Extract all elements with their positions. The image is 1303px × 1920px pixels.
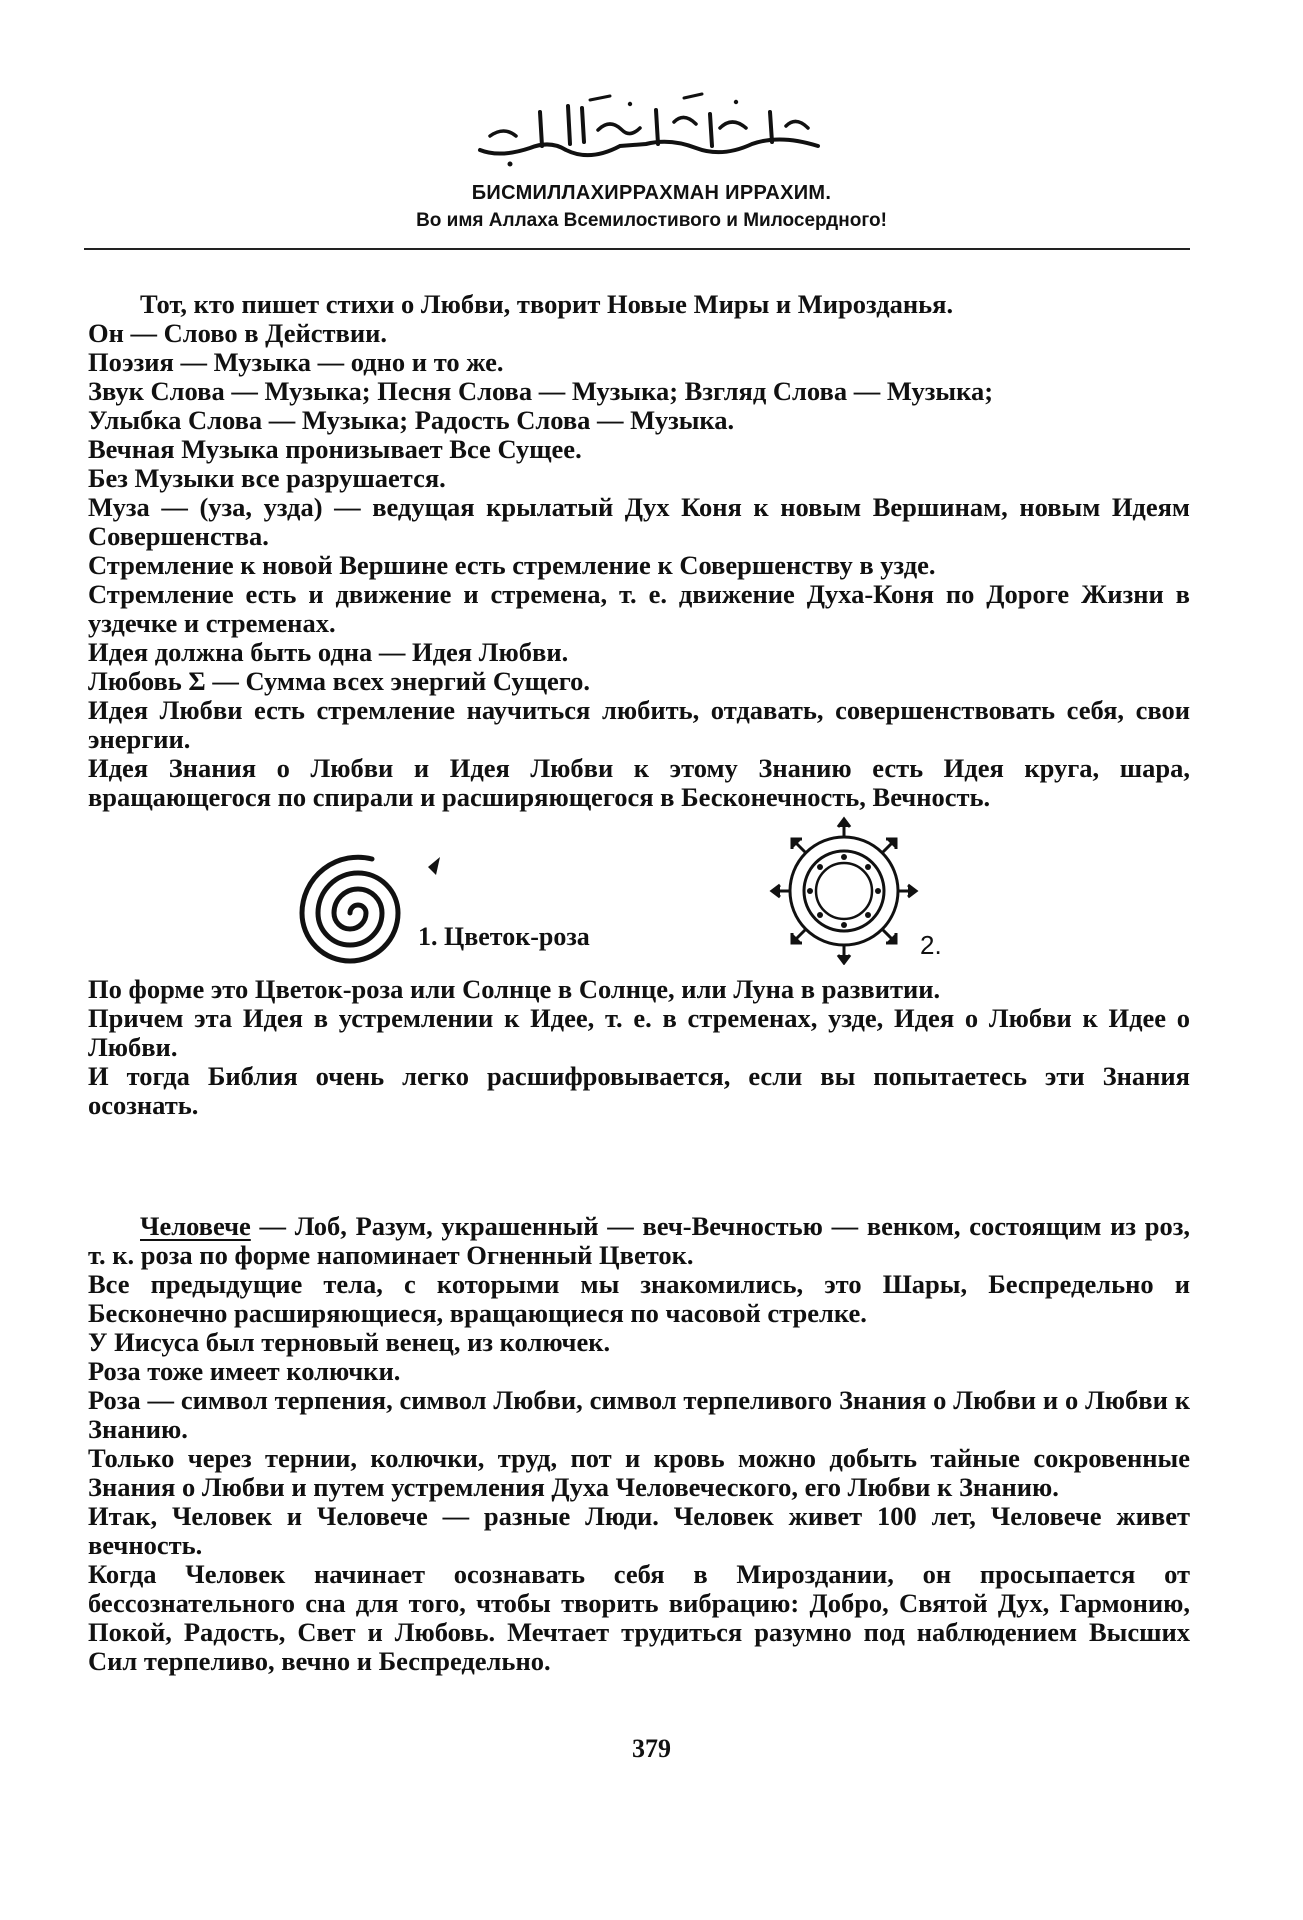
paragraph: Итак, Человек и Человече — разные Люди. Человек живет 100 лет, Человече живет вечность.: [88, 1501, 1190, 1560]
paragraph: Вечная Музыка пронизывает Все Сущее.: [88, 434, 582, 464]
paragraph: Роза тоже имеет колючки.: [88, 1356, 401, 1386]
paragraph: Без Музыки все разрушается.: [88, 463, 446, 493]
figure-2-label: 2.: [920, 930, 942, 960]
paragraph: Причем эта Идея в устремлении к Идее, т. е. в стременах, узде, Идея о Любви к Идее о Любви.: [88, 1003, 1190, 1062]
paragraph: Поэзия — Музыка — одно и то же.: [88, 347, 504, 377]
paragraph-text: — Лоб, Разум, украшенный — веч-Вечностью — венком, состоящим из роз, т. к. роза по форме напоминает Огненный Цветок.: [88, 1211, 1190, 1270]
paragraph: Только через тернии, колючки, труд, пот и кровь можно добыть тайные сокровенные Знания о Любви и путем устремления Духа Человеческого, его Любви к Знанию.: [88, 1443, 1190, 1502]
paragraph: Идея Любви есть стремление научиться любить, отдавать, совершенствовать себя, свои энергии.: [88, 695, 1190, 754]
paragraph: Улыбка Слова — Музыка; Радость Слова — Музыка.: [88, 405, 735, 435]
underlined-term: Человече: [140, 1211, 251, 1241]
header-subtitle: Во имя Аллаха Всемилостивого и Милосердного!: [416, 210, 887, 231]
paragraph: Роза — символ терпения, символ Любви, символ терпеливого Знания о Любви и о Любви к Знанию.: [88, 1385, 1190, 1444]
header-title: БИСМИЛЛАХИРРАХМАН ИРРАХИМ.: [471, 182, 832, 204]
paragraph: Идея должна быть одна — Идея Любви.: [88, 637, 569, 667]
header-divider: [84, 248, 1190, 250]
paragraph: [88, 1212, 1190, 1270]
sun-circle-figure: [758, 815, 933, 965]
paragraph: Тот, кто пишет стихи о Любви, творит Новые Миры и Мирозданья.: [140, 289, 954, 319]
section-music-poetry: [88, 290, 1190, 812]
basmala-calligraphy-image: [470, 92, 830, 172]
paragraph: Стремление есть и движение и стремена, т. е. движение Духа-Коня по Дороге Жизни в уздечке и стременах.: [88, 579, 1190, 638]
paragraph: И тогда Библия очень легко расшифровывается, если вы попытаетесь эти Знания осознать.: [88, 1061, 1190, 1120]
figure-1-label: 1. Цветок-роза: [418, 922, 590, 951]
paragraph: Когда Человек начинает осознавать себя в Мироздании, он просыпается от бессознательного сна для того, чтобы творить вибрацию: Добро, Святой Дух, Гармонию, Покой, Радость, Свет и Любовь. Мечтает трудиться разумно под наблюдением Высших Сил терпеливо, вечно и Беспредельно.: [88, 1559, 1190, 1676]
paragraph: Идея Знания о Любви и Идея Любви к этому Знанию есть Идея круга, шара, вращающегося по спирали и расширяющегося в Бесконечность, Вечность.: [88, 753, 1190, 812]
spiral-rose-figure: [280, 835, 440, 985]
paragraph: Он — Слово в Действии.: [88, 318, 388, 348]
paragraph: Любовь Σ — Сумма всех энергий Сущего.: [88, 666, 591, 696]
paragraph: У Иисуса был терновый венец, из колючек.: [88, 1327, 611, 1357]
paragraph: Все предыдущие тела, с которыми мы знакомились, это Шары, Беспредельно и Бесконечно расширяющиеся, вращающиеся по часовой стрелке.: [88, 1269, 1190, 1328]
paragraph: Стремление к новой Вершине есть стремление к Совершенству в узде.: [88, 550, 936, 580]
section-rose-sun: [88, 975, 1190, 1120]
paragraph: По форме это Цветок-роза или Солнце в Солнце, или Луна в развитии.: [88, 974, 941, 1004]
paragraph: Муза — (уза, узда) — ведущая крылатый Дух Коня к новым Вершинам, новым Идеям Совершенства.: [88, 492, 1190, 551]
page-number: 379: [632, 1734, 671, 1763]
paragraph: Звук Слова — Музыка; Песня Слова — Музыка; Взгляд Слова — Музыка;: [88, 376, 994, 406]
section-chelovече: [88, 1212, 1190, 1676]
